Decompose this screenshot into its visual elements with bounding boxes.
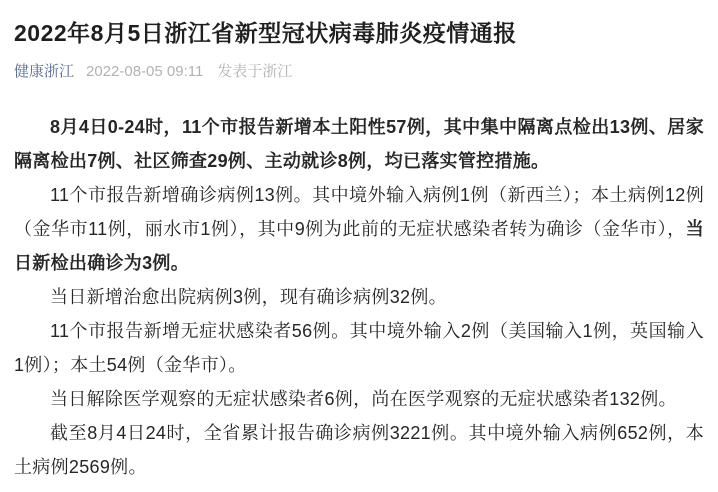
byline	[14, 62, 704, 82]
publish-timestamp: 2022-08-05 09:11	[86, 63, 204, 81]
article-paragraph	[14, 382, 704, 416]
paragraph-text: 截至8月4日24时，全省累计报告确诊病例3221例。其中境外输入病例652例，本土病例2569例。	[14, 423, 704, 478]
article-paragraph	[14, 110, 704, 178]
publish-location: 发表于浙江	[217, 63, 293, 81]
article-paragraph	[14, 280, 704, 314]
paragraph-text: 当日新检出确诊为3例。	[14, 219, 704, 274]
article-paragraph	[14, 178, 704, 280]
paragraph-text: 当日新增治愈出院病例3例，现有确诊病例32例。	[50, 287, 447, 308]
paragraph-text: 11个市报告新增无症状感染者56例。其中境外输入2例（美国输入1例，英国输入1例）；本土54例（金华市）。	[14, 321, 704, 376]
article-body	[14, 110, 704, 484]
account-name-link[interactable]: 健康浙江	[14, 63, 75, 81]
article-paragraph	[14, 314, 704, 382]
article-paragraph	[14, 416, 704, 484]
paragraph-text: 当日解除医学观察的无症状感染者6例，尚在医学观察的无症状感染者132例。	[50, 389, 677, 410]
paragraph-text: 11个市报告新增确诊病例13例。其中境外输入病例1例（新西兰）；本土病例12例（金华市11例，丽水市1例），其中9例为此前的无症状感染者转为确诊（金华市），	[14, 185, 704, 240]
article-title: 2022年8月5日浙江省新型冠状病毒肺炎疫情通报	[14, 20, 517, 46]
paragraph-text: 8月4日0-24时，11个市报告新增本土阳性57例，其中集中隔离点检出13例、居家隔离检出7例、社区筛查29例、主动就诊8例，均已落实管控措施。	[14, 117, 704, 172]
